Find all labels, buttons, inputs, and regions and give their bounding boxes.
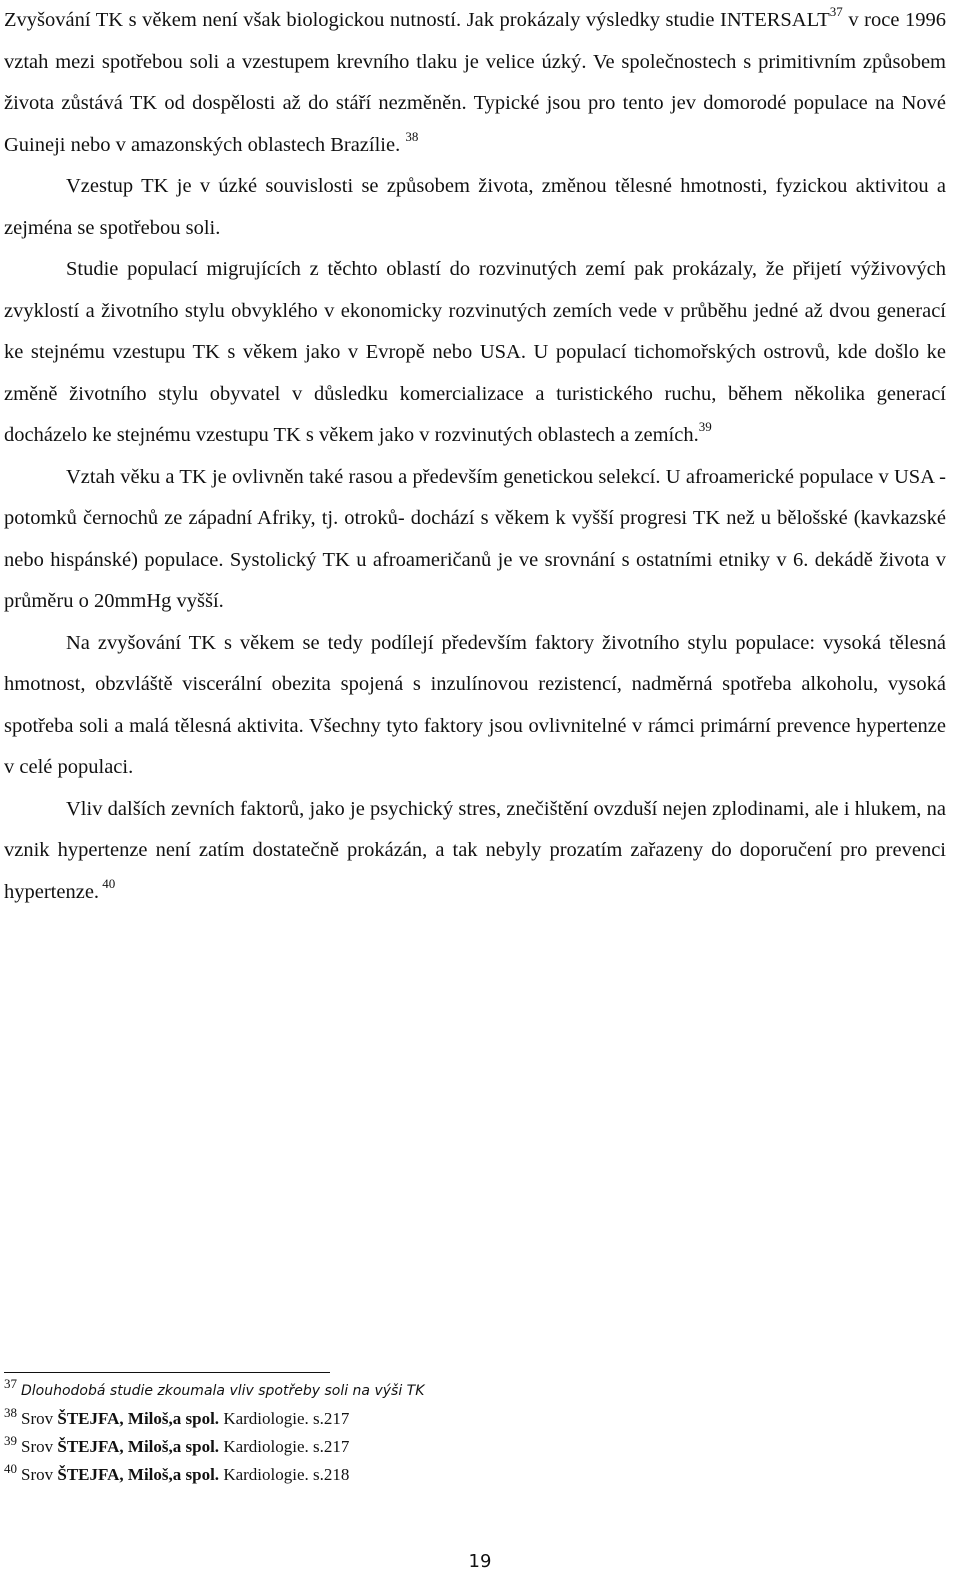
paragraph xyxy=(4,0,946,166)
footnote-source: Kardiologie. s.218 xyxy=(219,1465,350,1484)
footnote-author: ŠTEJFA, Miloš,a spol. xyxy=(57,1437,220,1456)
paragraph-text: Na zvyšování TK s věkem se tedy podílejí především faktory životního stylu populace: vysoká tělesná hmotnost, obzvláště viscerální obezita spojená s inzulínovou rezistencí, nadměrná spotřeba alkoholu, vysoká spotřeba soli a malá tělesná aktivita. Všechny tyto faktory jsou ovlivnitelné v rámci primární prevence hypertenze v celé populaci. xyxy=(4,631,946,778)
footnote-author: ŠTEJFA, Miloš,a spol. xyxy=(57,1409,220,1428)
footnote xyxy=(4,1461,904,1489)
footnote-number: 39 xyxy=(4,1432,17,1448)
footnote-author: ŠTEJFA, Miloš,a spol. xyxy=(57,1465,220,1484)
footnote-reference: 39 xyxy=(698,419,712,435)
footnote-source: Kardiologie. s.217 xyxy=(219,1437,350,1456)
footnote xyxy=(4,1433,904,1461)
body-text xyxy=(4,0,946,913)
paragraph xyxy=(4,623,946,789)
footnotes xyxy=(4,1377,904,1489)
paragraph-text: Vztah věku a TK je ovlivněn také rasou a především genetickou selekcí. U afroamerické populace v USA - potomků černochů ze západní Afriky, tj. otroků- dochází s věkem k vyšší progresi TK než u bělošské (kavkazské nebo hispánské) populace. Systolický TK u afroameričanů je ve srovnání s ostatními etniky v 6. dekádě života v průměru o 20mmHg vyšší. xyxy=(4,465,946,612)
footnote-number: 37 xyxy=(4,1375,17,1391)
paragraph-text: Zvyšování TK s věkem není však biologickou nutností. Jak prokázaly výsledky studie INTERSALT xyxy=(4,9,830,31)
footnote-reference: 38 xyxy=(405,128,419,144)
footnote-prefix: Srov xyxy=(21,1437,58,1456)
footnote-reference: 37 xyxy=(829,4,843,20)
page-number: 19 xyxy=(468,1551,492,1572)
paragraph xyxy=(4,166,946,249)
paragraph xyxy=(4,249,946,457)
paragraph-text: Vliv dalších zevních faktorů, jako je psychický stres, znečištění ovzduší nejen zplodinami, ale i hlukem, na vznik hypertenze není zatím dostatečně prokázán, a tak nebyly prozatím zařazeny do doporučení pro prevenci hypertenze. xyxy=(4,797,946,903)
paragraph-text: v roce 1996 vztah mezi spotřebou soli a vzestupem krevního tlaku je velice úzký. Ve společnostech s primitivním způsobem života zůstává TK od dospělosti až do stáří nezměněn. Typické jsou pro tento jev domorodé populace na Nové Guineji nebo v amazonských oblastech Brazílie. xyxy=(4,9,946,156)
footnote-source: Kardiologie. s.217 xyxy=(219,1409,350,1428)
footnote-prefix: Srov xyxy=(21,1409,58,1428)
footnote-reference: 40 xyxy=(99,875,116,891)
paragraph xyxy=(4,457,946,623)
paragraph-text: Studie populací migrujících z těchto oblastí do rozvinutých zemí pak prokázaly, že přijetí výživových zvyklostí a životního stylu obvyklého v ekonomicky rozvinutých zemích vede v průběhu jedné až dvou generací ke stejnému vzestupu TK s věkem jako v Evropě nebo USA. U populací tichomořských ostrovů, kde došlo ke změně životního stylu obyvatel v důsledku komercializace a turistického ruchu, během několika generací docházelo ke stejnému vzestupu TK s věkem jako v rozvinutých oblastech a zemích. xyxy=(4,258,946,446)
footnote-number: 38 xyxy=(4,1404,17,1420)
footnote-text: Dlouhodobá studie zkoumala vliv spotřeby soli na výši TK xyxy=(21,1383,425,1399)
paragraph xyxy=(4,789,946,914)
footnote-separator xyxy=(4,1372,330,1373)
footnote-number: 40 xyxy=(4,1460,17,1476)
footnote xyxy=(4,1377,904,1405)
paragraph-text: Vzestup TK je v úzké souvislosti se způsobem života, změnou tělesné hmotnosti, fyzickou aktivitou a zejména se spotřebou soli. xyxy=(4,175,946,239)
footnote xyxy=(4,1405,904,1433)
footnote-prefix: Srov xyxy=(21,1465,58,1484)
